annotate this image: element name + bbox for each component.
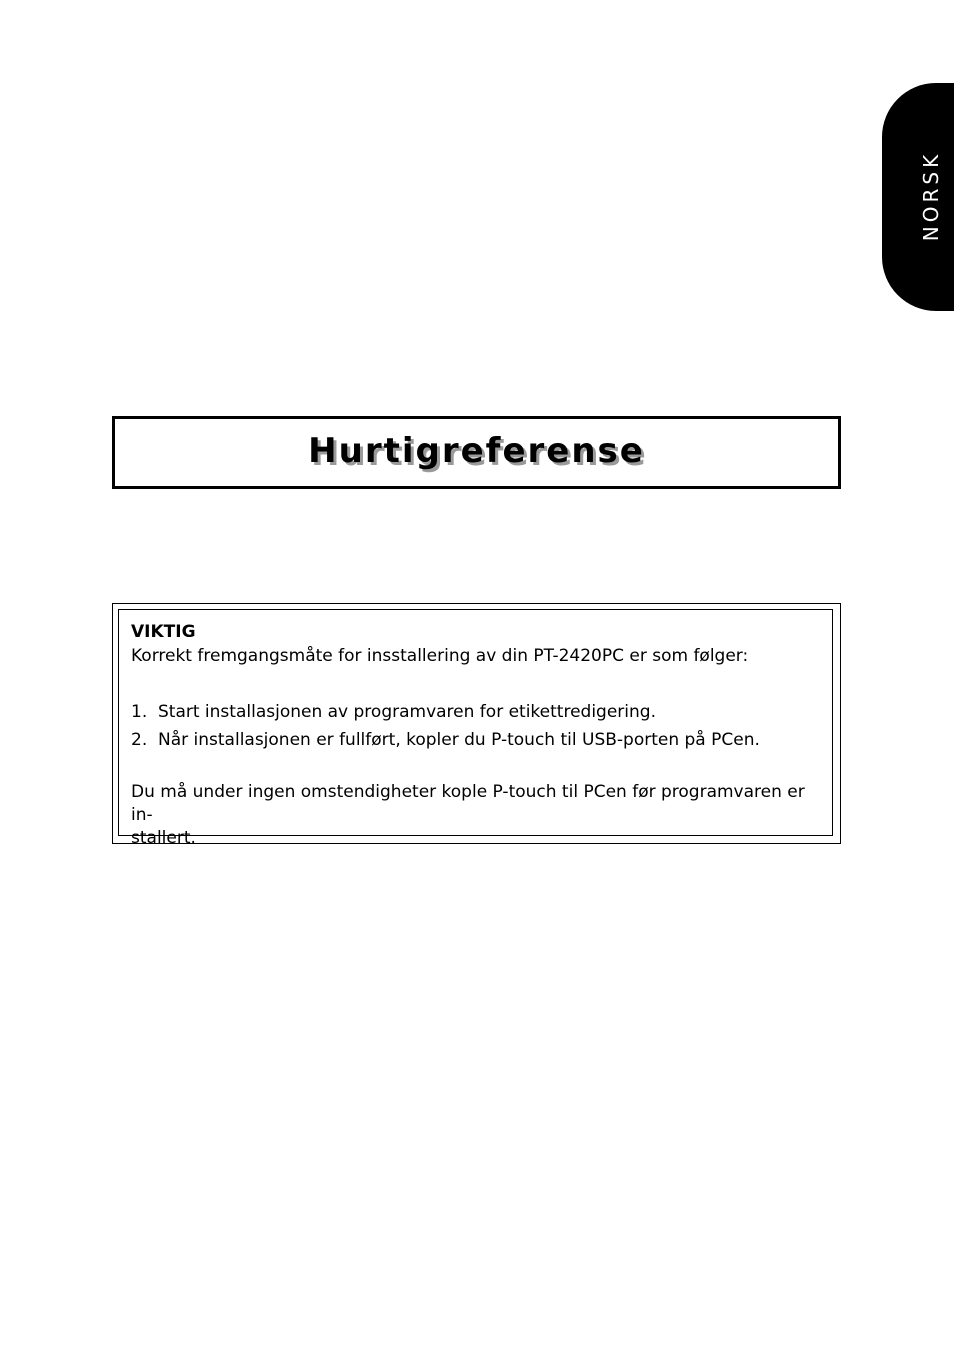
- notice-warning: [131, 781, 820, 850]
- title-box: [112, 416, 841, 489]
- warning-line-1: Du må under ingen omstendigheter kople P-touch til PCen før programvaren er in-: [131, 782, 805, 825]
- important-notice-inner: [118, 609, 833, 848]
- list-item: [131, 726, 820, 754]
- step-number: 1.: [131, 702, 148, 722]
- list-item: [131, 698, 820, 726]
- language-tab-label: NORSK: [919, 150, 943, 242]
- step-number: 2.: [131, 730, 148, 750]
- page-title: Hurtigreferense: [308, 430, 645, 471]
- step-text: Når installasjonen er fullført, kopler du P-touch til USB-porten på PCen.: [158, 730, 760, 750]
- language-side-tab: [882, 83, 954, 311]
- step-text: Start installasjonen av programvaren for etikettredigering.: [158, 702, 656, 722]
- warning-line-2: stallert.: [131, 828, 196, 848]
- notice-intro: Korrekt fremgangsmåte for insstallering av din PT-2420PC er som følger:: [131, 646, 749, 666]
- notice-heading: VIKTIG: [131, 622, 196, 642]
- important-notice-box: [112, 603, 841, 848]
